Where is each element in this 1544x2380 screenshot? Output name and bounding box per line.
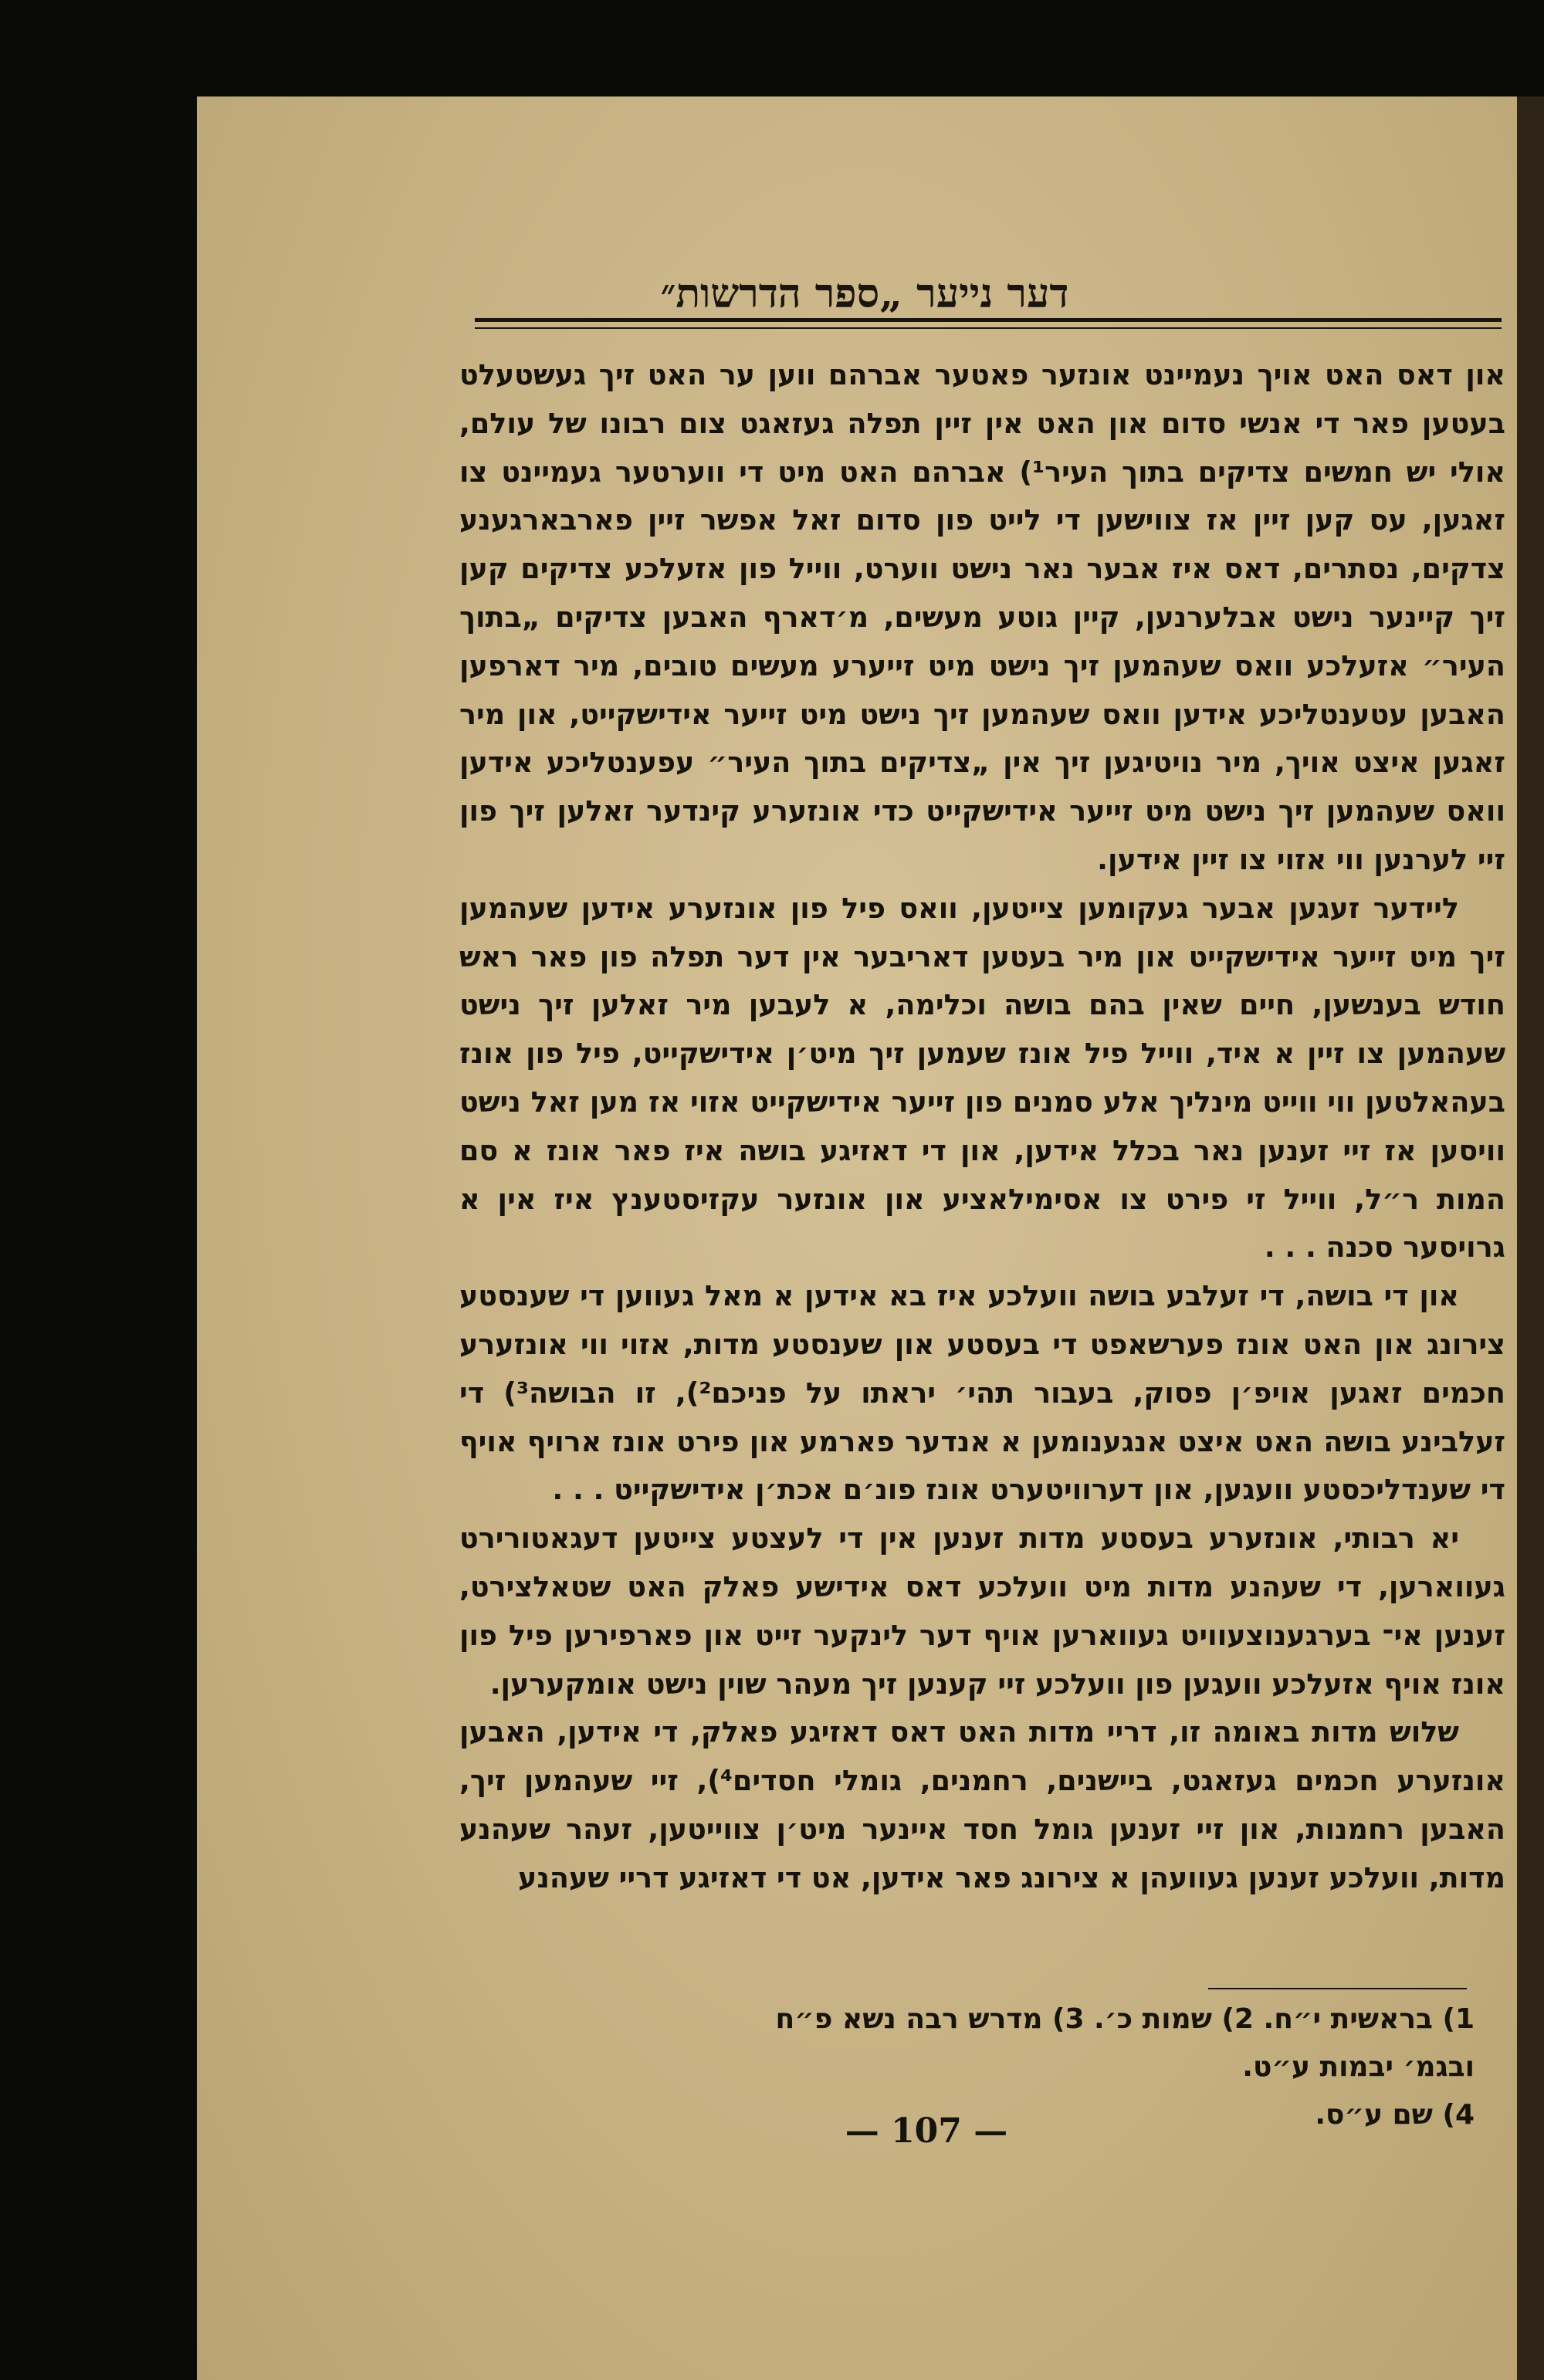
body-text <box>459 351 1505 1903</box>
footnote-line: 1) בראשית י״ח. 2) שמות כ׳. 3) מדרש רבה נשא פ״ח ובגמ׳ יבמות ע״ט. <box>775 2003 1475 2083</box>
book-spine <box>1517 96 1544 2380</box>
paragraph: ליידער זעגען אבער געקומען צייטען, וואס פיל פון אונזערע אידען שעהמען זיך מיט זייער אידישקייט און מיר בעטען דאריבער אין דער תפלה פון פאר ראש חודש בענשען, חיים שאין בהם בושה וכלימה, א לעבען מיר זאלען זיך נישט שעהמען צו זיין א איד, ווייל פיל אונז שעמען זיך מיט׳ן אידישקייט, פיל פון אונז בעהאלטען ווי ווייט מינליך אלע סמנים פון זייער אידישקייט אזוי אז מען זאל נישט וויסען אז זיי זענען נאר בכלל אידען, און די דאזיגע בושה איז פאר אונז א סם המות ר״ל, ווייל זי פירט צו אסימילאציע און אונזער עקזיסטענץ איז אין א גרויסער סכנה . . . <box>459 891 1505 1264</box>
paragraph: יא רבותי, אונזערע בעסטע מדות זענען אין די לעצטע צייטען דעגאטורירט געווארען, די שעהנע מדות מיט וועלכע דאס אידישע פאלק האט שטאלצירט, זענען אי־ בערגענוצעוויט געווארען אויף דער לינקער זייט און פארפירען פיל פון אונז אויף אזעלכע וועגען פון וועלכע זיי קענען זיך מעהר שוין נישט אומקערען. <box>459 1522 1505 1701</box>
running-header: דער נייער „ספר הדרשות״ <box>660 270 1069 317</box>
paragraph: שלוש מדות באומה זו, דריי מדות האט דאס דאזיגע פאלק, די אידען, האבען אונזערע חכמים געזאגט, ביישנים, רחמנים, גומלי חסדים⁴), זיי שעהמען זיך, האבען רחמנות, און זיי זענען גומל חסד איינער מיט׳ן צווייטען, זעהר שעהנע מדות, וועלכע זענען געוועהן א צירונג פאר אידען, אט די דאזיגע דריי שעהנע <box>459 1715 1506 1894</box>
page-number: — 107 — <box>845 2111 1008 2151</box>
paragraph: און די בושה, די זעלבע בושה וועלכע איז בא אידען א מאל געווען די שענסטע צירונג און האט אונז פערשאפט די בעסטע און שענסטע מדות, אזוי ווי אונזערע חכמים זאגען אויפ׳ן פסוק, בעבור תהי׳ יראתו על פניכם²), זו הבושה³) די זעלבינע בושה האט איצט אנגענומען א אנדער פארמע און פירט אונז ארויף אויף די שענדליכסטע וועגען, און דערוויטערט אונז פונ׳ם אכת׳ן אידישקייט . . . <box>459 1279 1506 1507</box>
footnote-rule <box>1208 1988 1467 1989</box>
paragraph: און דאס האט אויך נעמיינט אונזער פאטער אברהם ווען ער האט זיך געשטעלט בעטען פאר די אנשי סדום און האט אין זיין תפלה געזאגט צום רבונו של עולם, אולי יש חמשים צדיקים בתוך העיר¹) אברהם האט מיט די ווערטער געמיינט צו זאגען, עס קען זיין אז צווישען די לייט פון סדום זאל אפשר זיין פארבארגענע צדקים, נסתרים, דאס איז אבער נאר נישט ווערט, ווייל פון אזעלכע צדיקים קען זיך קיינער נישט אבלערנען, קיין גוטע מעשים, מ׳דארף האבען צדיקים „בתוך העיר״ אזעלכע וואס שעהמען זיך נישט מיט זייערע מעשים טובים, מיר דארפען האבען עטענטליכע אידען וואס שעהמען זיך נישט מיט זייער אידישקייט, און מיר זאגען איצט אויך, מיר נויטיגען זיך אין „צדיקים בתוך העיר״ עפענטליכע אידען וואס שעהמען זיך נישט מיט זייער אידישקייט כדי אונזערע קינדער זאלען זיך פון זיי לערנען ווי אזוי צו זיין אידען. <box>459 358 1505 876</box>
header-rule-thick <box>475 318 1502 322</box>
header-rule-thin <box>475 327 1502 329</box>
footnote-line: 4) שם ע״ס. <box>1315 2099 1475 2131</box>
